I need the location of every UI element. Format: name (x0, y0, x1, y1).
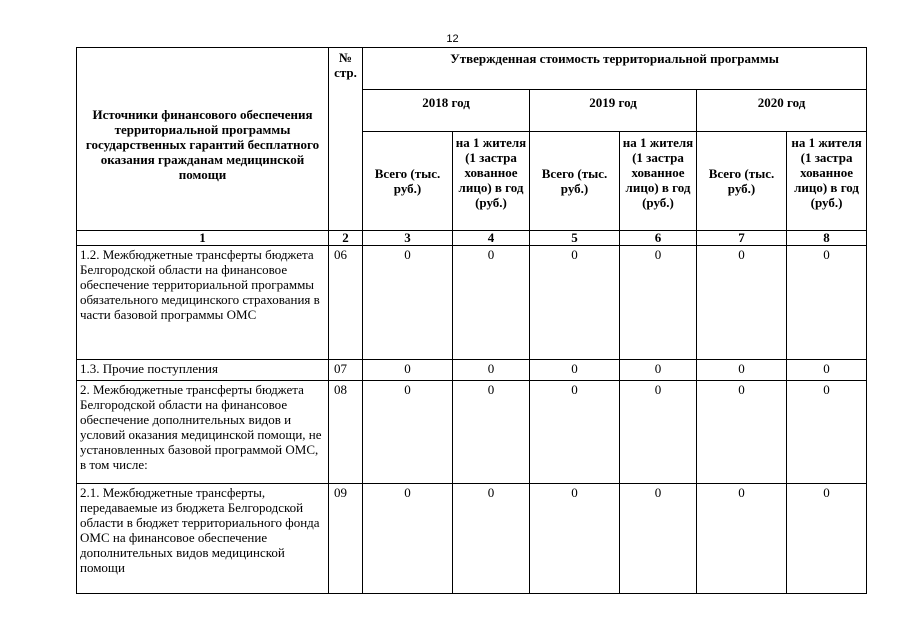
row-value: 0 (697, 246, 787, 360)
financing-table (76, 47, 867, 594)
header-year-2020: 2020 год (697, 90, 867, 132)
row-value: 0 (530, 484, 620, 594)
header-year-2019: 2019 год (530, 90, 697, 132)
row-value: 0 (697, 381, 787, 484)
row-value: 0 (530, 360, 620, 381)
row-source-text: 2. Межбюджетные трансферты бюджета Белгородской области на финансовое обеспечение дополнительных видов и условий оказания медицинской помощи, не установленных базовой программой ОМС, в том числе: (77, 381, 329, 484)
row-line-code: 09 (329, 484, 363, 594)
header-per-capita-2020: на 1 жителя (1 застра хованное лицо) в год (руб.) (787, 132, 867, 231)
header-total-2020: Всего (тыс. руб.) (697, 132, 787, 231)
row-value: 0 (620, 381, 697, 484)
row-value: 0 (363, 484, 453, 594)
row-value: 0 (787, 484, 867, 594)
column-number: 4 (453, 231, 530, 246)
table-row (77, 484, 867, 594)
row-value: 0 (697, 360, 787, 381)
row-value: 0 (620, 246, 697, 360)
page-number: 12 (446, 33, 459, 45)
row-value: 0 (787, 381, 867, 484)
header-line-number: № стр. (329, 48, 363, 231)
header-total-2019: Всего (тыс. руб.) (530, 132, 620, 231)
row-value: 0 (363, 360, 453, 381)
row-value: 0 (453, 381, 530, 484)
row-line-code: 06 (329, 246, 363, 360)
header-year-2018: 2018 год (363, 90, 530, 132)
row-value: 0 (363, 381, 453, 484)
row-value: 0 (530, 381, 620, 484)
column-number: 2 (329, 231, 363, 246)
row-value: 0 (453, 246, 530, 360)
row-value: 0 (530, 246, 620, 360)
table-row (77, 246, 867, 360)
row-line-code: 08 (329, 381, 363, 484)
column-number: 8 (787, 231, 867, 246)
row-value: 0 (620, 360, 697, 381)
header-approved-cost: Утвержденная стоимость территориальной программы (363, 48, 867, 90)
header-source-title: Источники финансового обеспечения территориальной программы государственных гарантий бесплатного оказания гражданам медицинской помощи (77, 48, 329, 231)
column-number: 7 (697, 231, 787, 246)
row-value: 0 (453, 360, 530, 381)
row-line-code: 07 (329, 360, 363, 381)
row-source-text: 1.3. Прочие поступления (77, 360, 329, 381)
row-value: 0 (787, 360, 867, 381)
column-number: 5 (530, 231, 620, 246)
header-per-capita-2019: на 1 жителя (1 застра хованное лицо) в год (руб.) (620, 132, 697, 231)
row-source-text: 2.1. Межбюджетные трансферты, передаваемые из бюджета Белгородской области в бюджет территориального фонда ОМС на финансовое обеспечение дополнительных видов медицинской помощи (77, 484, 329, 594)
row-value: 0 (620, 484, 697, 594)
column-number: 6 (620, 231, 697, 246)
row-value: 0 (697, 484, 787, 594)
row-value: 0 (363, 246, 453, 360)
table-row (77, 360, 867, 381)
row-value: 0 (453, 484, 530, 594)
column-number: 3 (363, 231, 453, 246)
header-per-capita-2018: на 1 жителя (1 застра хованное лицо) в год (руб.) (453, 132, 530, 231)
header-total-2018: Всего (тыс. руб.) (363, 132, 453, 231)
row-value: 0 (787, 246, 867, 360)
table-row (77, 381, 867, 484)
column-number: 1 (77, 231, 329, 246)
row-source-text: 1.2. Межбюджетные трансферты бюджета Белгородской области на финансовое обеспечение территориальной программы обязательного медицинского страхования в части базовой программы ОМС (77, 246, 329, 360)
